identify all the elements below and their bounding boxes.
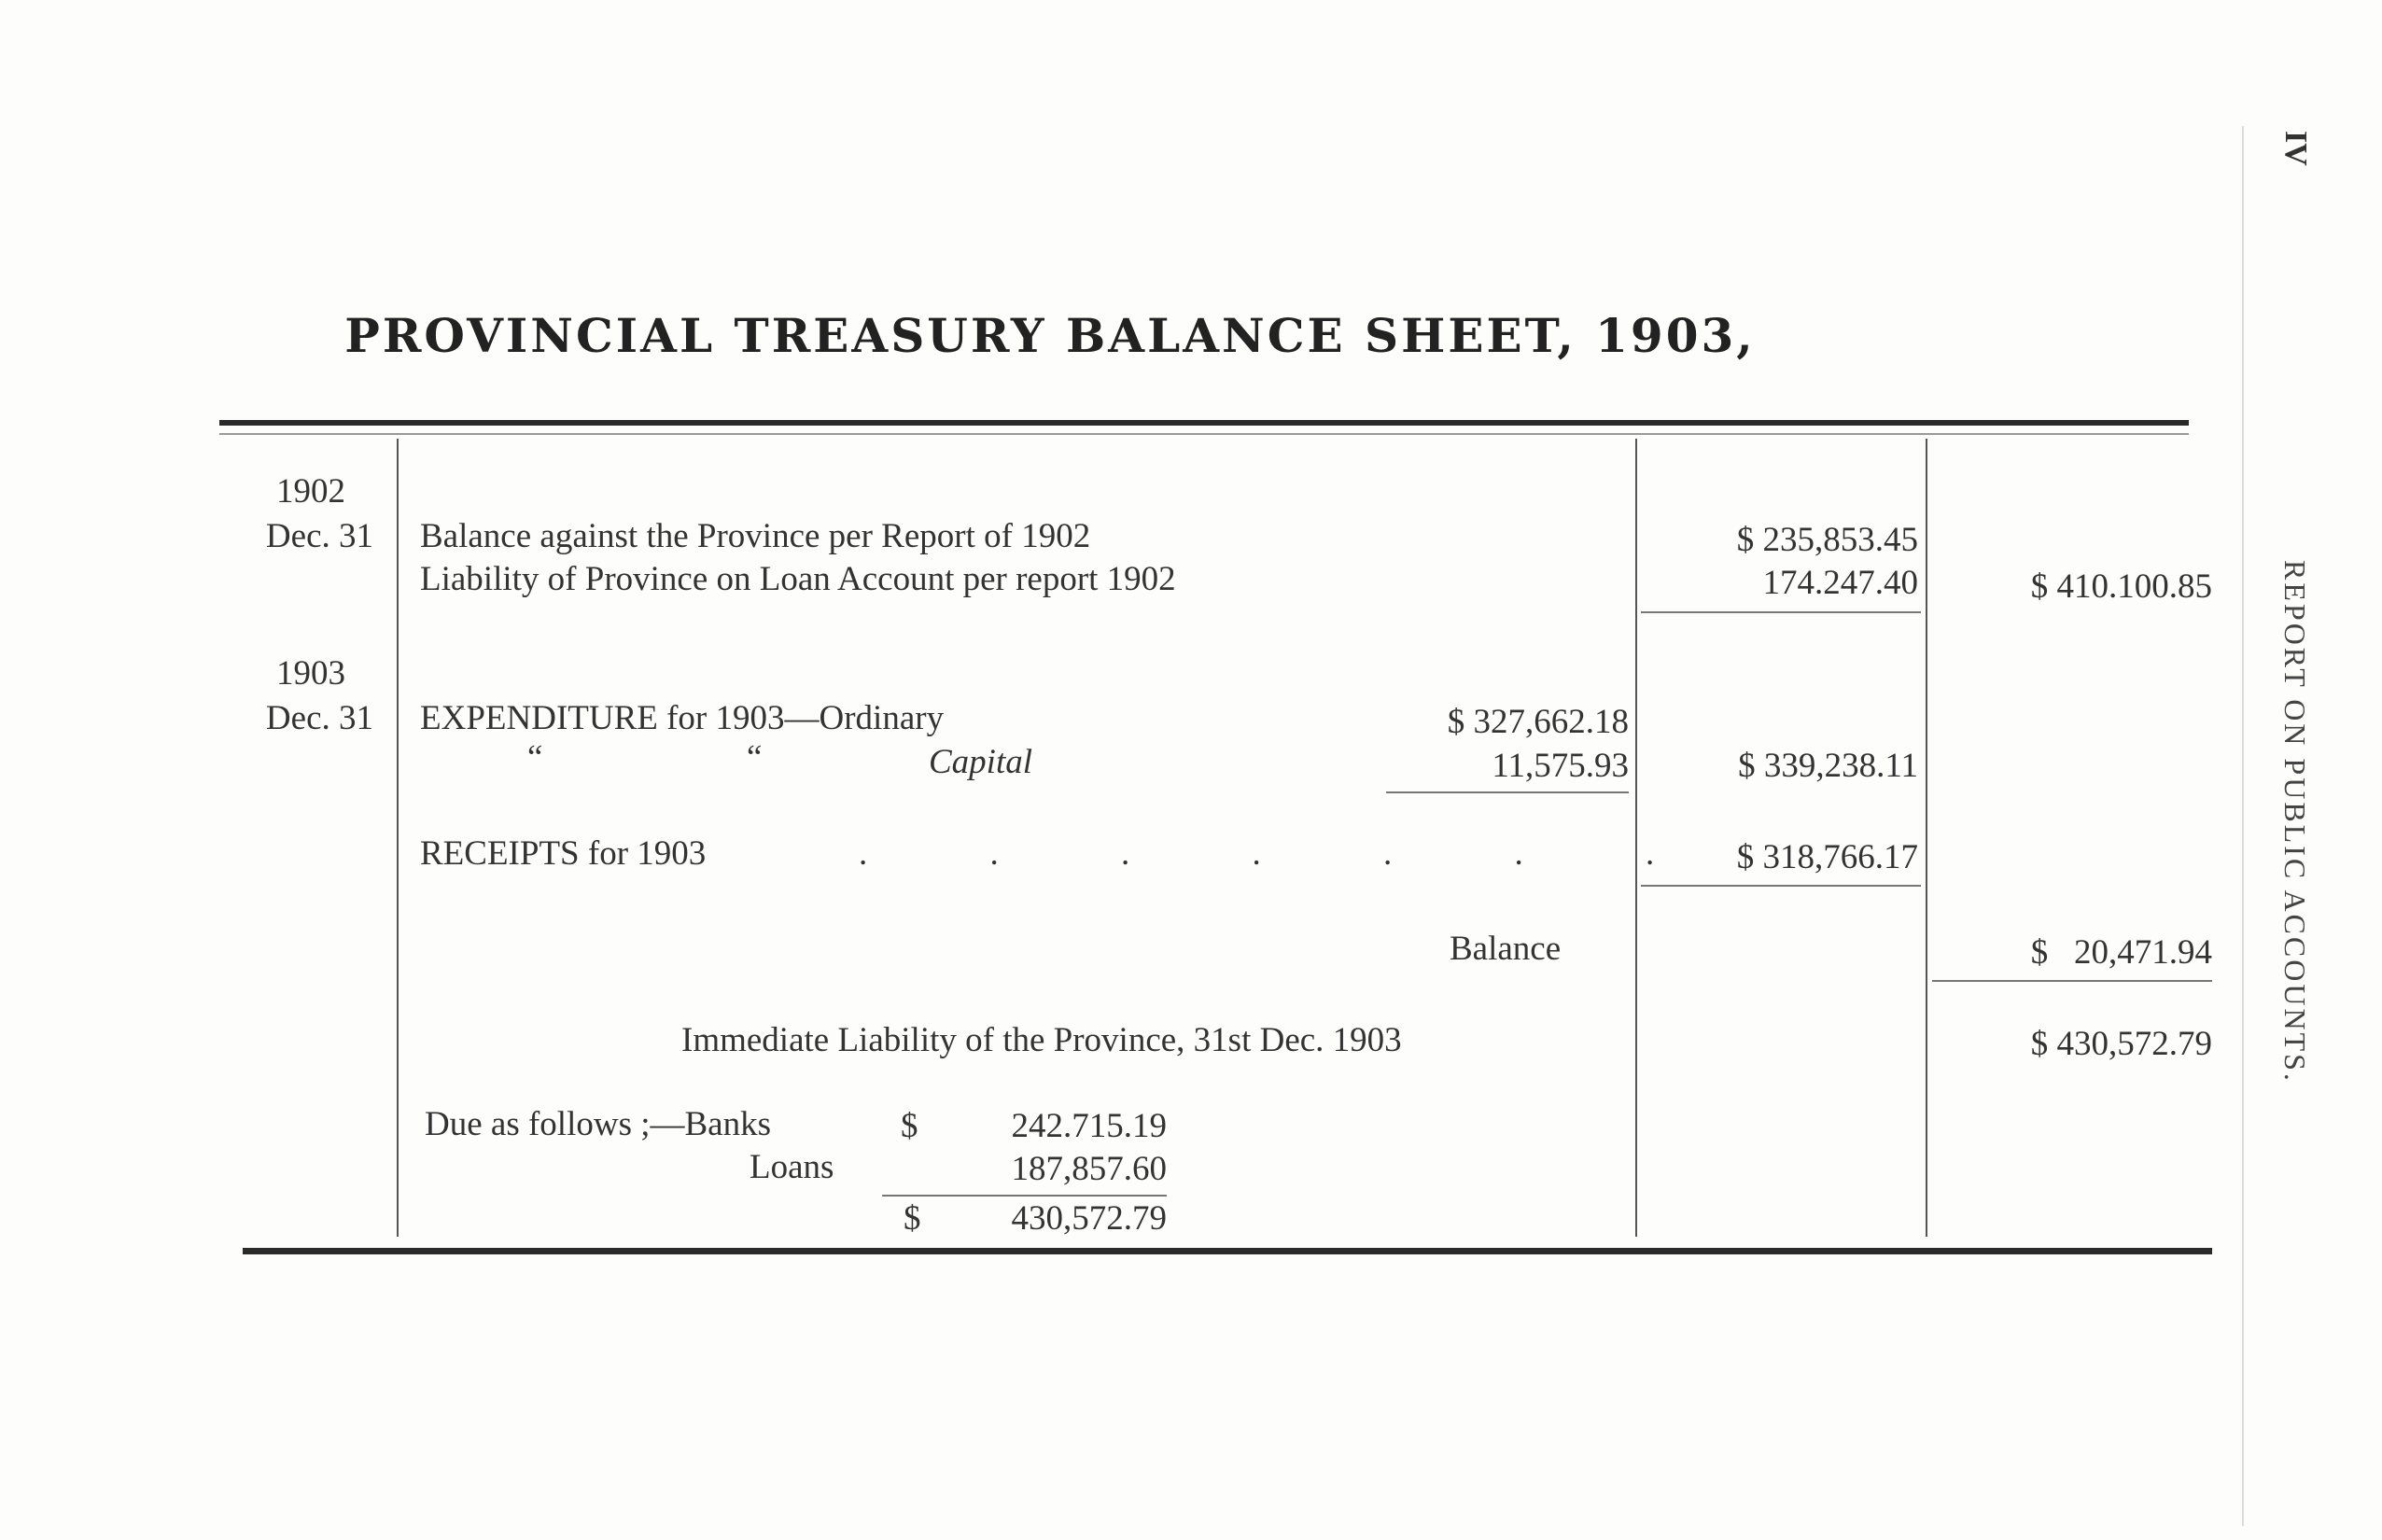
expenditure-subtotal-rule [1386, 791, 1629, 793]
balance-against-label: Balance against the Province per Report of 1902 [420, 517, 1091, 555]
banks-currency: $ [901, 1107, 918, 1145]
loans-amount: 187,857.60 [1011, 1150, 1167, 1188]
total-1902: $ 410.100.85 [2030, 567, 2212, 606]
ditto-mark-2: “ [747, 738, 763, 777]
total-column-divider [1926, 439, 1927, 1237]
receipts-leader-dots: . . . . . . . [859, 834, 1657, 873]
capital-amount: 11,575.93 [1492, 747, 1629, 785]
loan-liability-amount: 174.247.40 [1762, 564, 1918, 602]
ordinary-amount: $ 327,662.18 [1447, 703, 1629, 741]
due-total-rule [882, 1195, 1167, 1197]
receipts-amount: $ 318,766.17 [1736, 838, 1918, 876]
page-number: IV [2278, 131, 2313, 166]
bottom-rule [243, 1248, 2212, 1254]
loan-liability-label: Liability of Province on Loan Account per report 1902 [420, 560, 1176, 598]
immediate-liability-amount: $ 430,572.79 [2030, 1025, 2212, 1063]
immediate-liability-label: Immediate Liability of the Province, 31st Dec. 1903 [681, 1021, 1402, 1059]
balance-against-amount: $ 235,853.45 [1736, 521, 1918, 559]
date-1903: Dec. 31 [265, 699, 373, 737]
due-total-currency: $ [904, 1199, 921, 1238]
year-1902: 1902 [276, 472, 345, 511]
receipts-rule [1641, 885, 1921, 887]
top-rule [219, 420, 2189, 426]
year-1903: 1903 [276, 654, 345, 693]
due-total-amount: 430,572.79 [1011, 1199, 1167, 1238]
expenditure-label: EXPENDITURE for 1903—Ordinary [420, 699, 945, 737]
loans-label: Loans [750, 1148, 834, 1186]
expenditure-total: $ 339,238.11 [1738, 747, 1918, 785]
balance-rule [1932, 980, 2212, 982]
top-thin-rule [219, 433, 2189, 435]
ditto-mark-1: “ [527, 738, 543, 777]
page-title: PROVINCIAL TREASURY BALANCE SHEET, 1903, [344, 308, 1756, 363]
balance-label: Balance [1450, 930, 1562, 968]
running-head: REPORT ON PUBLIC ACCOUNTS. [2278, 560, 2312, 1084]
capital-label: Capital [929, 743, 1033, 781]
due-as-follows-label: Due as follows ;—Banks [425, 1105, 771, 1143]
banks-amount: 242.715.19 [1011, 1107, 1167, 1145]
date-column-divider [397, 439, 399, 1237]
balance-amount: $ 20,471.94 [2030, 933, 2212, 972]
page-edge-divider [2242, 126, 2244, 1526]
date-1902: Dec. 31 [265, 517, 373, 555]
subtotal-rule-1902 [1641, 611, 1921, 613]
receipts-label: RECEIPTS for 1903 [420, 834, 707, 873]
